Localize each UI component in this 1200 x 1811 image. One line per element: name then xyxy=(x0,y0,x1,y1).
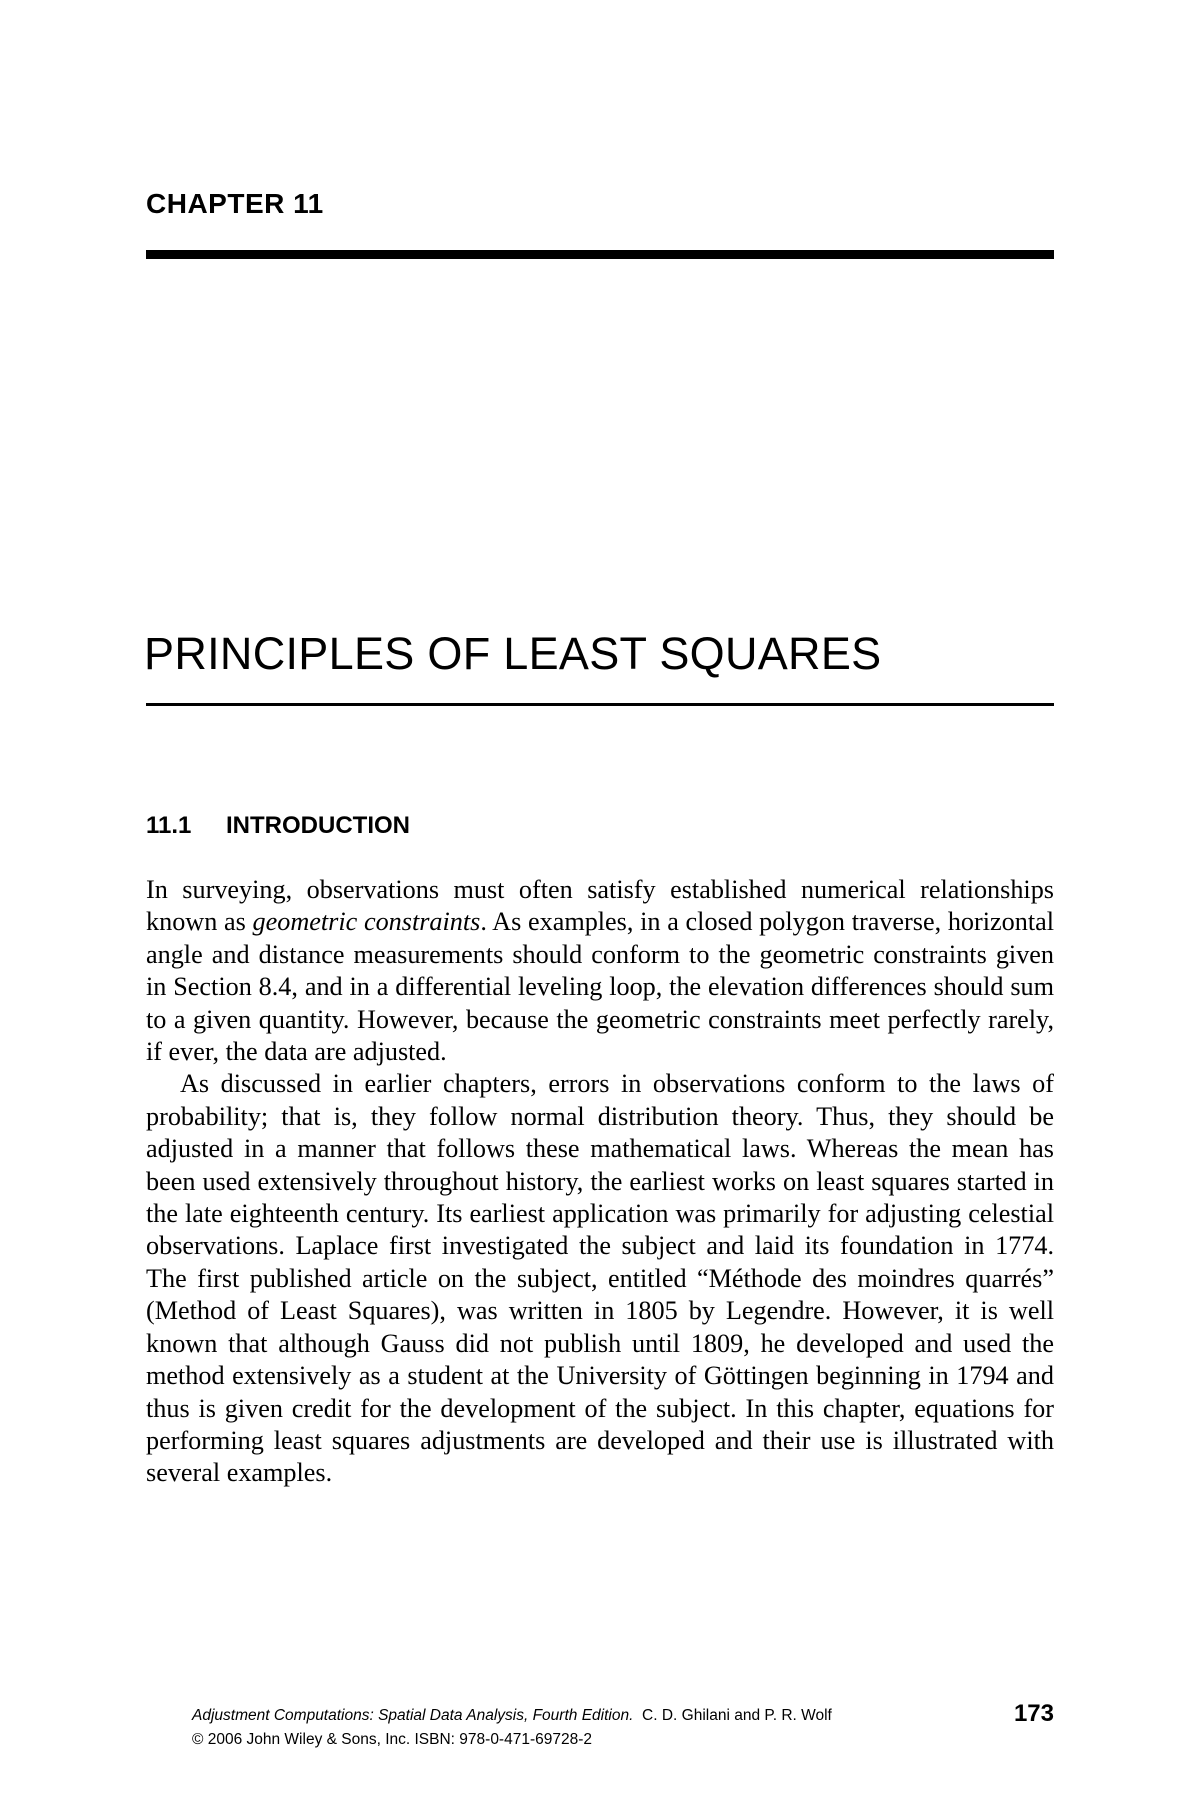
page-number: 173 xyxy=(1013,1700,1054,1727)
paragraph-1-emphasis: geometric constraints xyxy=(252,907,481,937)
chapter-divider-thick xyxy=(146,250,1054,259)
section-heading xyxy=(146,812,410,840)
footer-book-title: Adjustment Computations: Spatial Data Analysis, Fourth Edition. xyxy=(192,1707,634,1724)
chapter-title-underline xyxy=(146,703,1054,706)
footer-citation xyxy=(192,1704,832,1728)
paragraph-1 xyxy=(146,874,1054,1068)
section-number: 11.1 xyxy=(146,812,192,839)
footer-copyright: © 2006 John Wiley & Sons, Inc. ISBN: 978-0-471-69728-2 xyxy=(192,1731,593,1748)
chapter-label: CHAPTER 11 xyxy=(146,188,324,219)
footer xyxy=(192,1704,832,1752)
footer-authors: C. D. Ghilani and P. R. Wolf xyxy=(642,1707,832,1724)
paragraph-1-start: In surveying, observations must often satisfy established numerical relationships known as xyxy=(146,875,1054,937)
paragraph-2: As discussed in earlier chapters, errors in observations conform to the laws of probability; that is, they follow normal distribution theory. Thus, they should be adjusted in a manner that follows these mathematical laws. Whereas the mean has been used extensively throughout history, the earliest works on least squares started in the late eighteenth century. Its earliest application was primarily for adjusting celestial observations. Laplace first investigated the subject and laid its foundation in 1774. The first published article on the subject, entitled “Méthode des moindres quarrés” (Method of Least Squares), was written in 1805 by Legendre. However, it is well known that although Gauss did not publish until 1809, he developed and used the method extensively as a student at the University of Göttingen beginning in 1794 and thus is given credit for the development of the subject. In this chapter, equations for performing least squares adjustments are developed and their use is illustrated with several examples. xyxy=(146,1069,1054,1488)
section-title: INTRODUCTION xyxy=(226,812,410,839)
paragraph-1-end: . As examples, in a closed polygon traverse, horizontal angle and distance measurements should conform to the geometric constraints given in Section 8.4, and in a differential leveling loop, the elevation differences should sum to a given quantity. However, because the geometric constraints meet perfectly rarely, if ever, the data are adjusted. xyxy=(146,907,1054,1067)
chapter-title: PRINCIPLES OF LEAST SQUARES xyxy=(144,628,882,679)
body-text xyxy=(146,874,1054,1490)
